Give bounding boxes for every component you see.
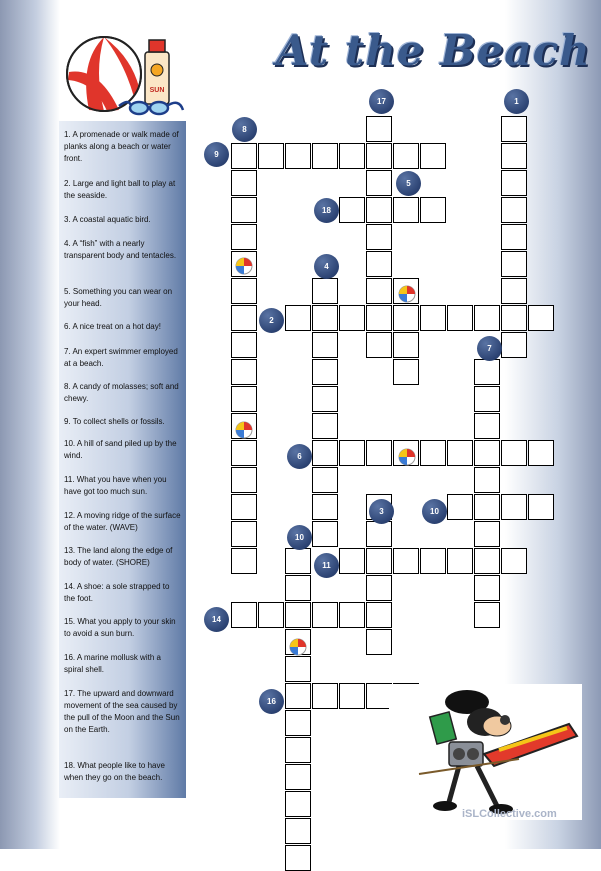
crossword-cell[interactable] bbox=[231, 548, 257, 574]
crossword-cell[interactable] bbox=[312, 494, 338, 520]
beach-ball-icon bbox=[398, 448, 416, 466]
crossword-cell[interactable] bbox=[285, 548, 311, 574]
clue-item: 14. A shoe: a sole strapped to the foot. bbox=[64, 582, 170, 603]
crossword-cell[interactable] bbox=[231, 170, 257, 196]
crossword-cell[interactable] bbox=[339, 197, 365, 223]
clue-item: 9. To collect shells or fossils. bbox=[64, 417, 165, 426]
crossword-cell[interactable] bbox=[285, 656, 311, 682]
crossword-cell[interactable] bbox=[447, 440, 473, 466]
number-badge: 8 bbox=[232, 117, 257, 142]
beach-items-illustration bbox=[59, 22, 186, 120]
sunscreen-bottle-icon bbox=[145, 40, 169, 104]
svg-text:SUN: SUN bbox=[149, 87, 165, 94]
crossword-cell[interactable] bbox=[501, 548, 527, 574]
watermark: iSLCollective.com bbox=[462, 808, 557, 820]
crossword-cell[interactable] bbox=[366, 629, 392, 655]
number-badge: 11 bbox=[314, 553, 339, 578]
clue-item: 6. A nice treat on a hot day! bbox=[64, 322, 161, 331]
crossword-cell[interactable] bbox=[231, 143, 257, 169]
crossword-cell[interactable] bbox=[420, 197, 446, 223]
crossword-cell[interactable] bbox=[339, 683, 365, 709]
number-badge: 10 bbox=[422, 499, 447, 524]
crossword-cell[interactable] bbox=[258, 602, 284, 628]
clue-item: 3. A coastal aquatic bird. bbox=[64, 215, 151, 224]
crossword-cell[interactable] bbox=[366, 224, 392, 250]
clue-item: 5. Something you can wear on your head. bbox=[64, 287, 173, 308]
beach-ball-icon bbox=[235, 421, 253, 439]
crossword-cell[interactable] bbox=[474, 548, 500, 574]
crossword-cell[interactable] bbox=[474, 305, 500, 331]
crossword-cell[interactable] bbox=[312, 413, 338, 439]
crossword-cell[interactable] bbox=[231, 467, 257, 493]
crossword-cell[interactable] bbox=[312, 332, 338, 358]
crossword-cell[interactable] bbox=[501, 251, 527, 277]
crossword-cell[interactable] bbox=[312, 359, 338, 385]
crossword-cell[interactable] bbox=[285, 791, 311, 817]
number-badge: 5 bbox=[396, 171, 421, 196]
clue-item: 13. The land along the edge of body of water. (SHORE) bbox=[64, 546, 173, 567]
crossword-cell[interactable] bbox=[501, 440, 527, 466]
crossword-cell[interactable] bbox=[420, 440, 446, 466]
number-badge: 1 bbox=[504, 89, 529, 114]
crossword-cell[interactable] bbox=[447, 548, 473, 574]
crossword-cell[interactable] bbox=[474, 359, 500, 385]
crossword-cell[interactable] bbox=[285, 764, 311, 790]
number-badge: 10 bbox=[287, 525, 312, 550]
crossword-cell[interactable] bbox=[474, 602, 500, 628]
crossword-cell[interactable] bbox=[447, 305, 473, 331]
clue-item: 17. The upward and downward movement of the sea caused by the pull of the Moon and the Sun on the Earth. bbox=[64, 689, 180, 734]
crossword-cell[interactable] bbox=[528, 440, 554, 466]
crossword-cell[interactable] bbox=[231, 278, 257, 304]
crossword-cell[interactable] bbox=[312, 386, 338, 412]
clue-item: 15. What you apply to your skin to avoid a sun burn. bbox=[64, 617, 176, 638]
crossword-cell[interactable] bbox=[285, 737, 311, 763]
crossword-cell[interactable] bbox=[474, 413, 500, 439]
crossword-cell[interactable] bbox=[366, 278, 392, 304]
crossword-cell[interactable] bbox=[366, 197, 392, 223]
crossword-cell[interactable] bbox=[474, 494, 500, 520]
crossword-cell[interactable] bbox=[285, 602, 311, 628]
crossword-cell[interactable] bbox=[393, 548, 419, 574]
crossword-cell[interactable] bbox=[231, 197, 257, 223]
crossword-cell[interactable] bbox=[285, 683, 311, 709]
number-badge: 4 bbox=[314, 254, 339, 279]
crossword-cell[interactable] bbox=[231, 440, 257, 466]
clue-item: 4. A “fish” with a nearly transparent body and tentacles. bbox=[64, 239, 177, 260]
crossword-cell[interactable] bbox=[366, 575, 392, 601]
goggles-icon bbox=[119, 102, 183, 114]
crossword-cell[interactable] bbox=[258, 143, 284, 169]
crossword-cell[interactable] bbox=[312, 278, 338, 304]
crossword-cell[interactable] bbox=[339, 305, 365, 331]
crossword-cell[interactable] bbox=[231, 359, 257, 385]
crossword-cell[interactable] bbox=[285, 143, 311, 169]
crossword-cell[interactable] bbox=[312, 467, 338, 493]
crossword-cell[interactable] bbox=[366, 251, 392, 277]
number-badge: 9 bbox=[204, 142, 229, 167]
crossword-cell[interactable] bbox=[231, 332, 257, 358]
beach-ball-icon bbox=[289, 638, 307, 656]
crossword-cell[interactable] bbox=[366, 548, 392, 574]
crossword-cell[interactable] bbox=[474, 440, 500, 466]
crossword-cell[interactable] bbox=[447, 494, 473, 520]
crossword-cell[interactable] bbox=[312, 440, 338, 466]
crossword-cell[interactable] bbox=[231, 305, 257, 331]
crossword-cell[interactable] bbox=[366, 602, 392, 628]
crossword-cell[interactable] bbox=[474, 521, 500, 547]
crossword-cell[interactable] bbox=[420, 143, 446, 169]
clue-item: 1. A promenade or walk made of planks along a beach or water front. bbox=[64, 130, 179, 163]
crossword-cell[interactable] bbox=[285, 710, 311, 736]
crossword-cell[interactable] bbox=[501, 116, 527, 142]
crossword-cell[interactable] bbox=[393, 332, 419, 358]
number-badge: 14 bbox=[204, 607, 229, 632]
crossword-cell[interactable] bbox=[285, 575, 311, 601]
beach-ball-icon bbox=[398, 285, 416, 303]
crossword-cell[interactable] bbox=[420, 305, 446, 331]
crossword-cell[interactable] bbox=[501, 224, 527, 250]
number-badge: 2 bbox=[259, 308, 284, 333]
number-badge: 7 bbox=[477, 336, 502, 361]
number-badge: 3 bbox=[369, 499, 394, 524]
left-background-gradient bbox=[0, 0, 60, 849]
crossword-cell[interactable] bbox=[393, 359, 419, 385]
crossword-cell[interactable] bbox=[474, 386, 500, 412]
crossword-cell[interactable] bbox=[339, 602, 365, 628]
crossword-cell[interactable] bbox=[474, 575, 500, 601]
crossword-cell[interactable] bbox=[366, 332, 392, 358]
crossword-cell[interactable] bbox=[393, 197, 419, 223]
crossword-cell[interactable] bbox=[528, 494, 554, 520]
cartoon-dog-illustration bbox=[389, 684, 582, 820]
crossword-cell[interactable] bbox=[393, 305, 419, 331]
crossword-cell[interactable] bbox=[501, 278, 527, 304]
crossword-cell[interactable] bbox=[366, 305, 392, 331]
clue-item: 11. What you have when you have got too much sun. bbox=[64, 475, 167, 496]
crossword-cell[interactable] bbox=[366, 170, 392, 196]
crossword-cell[interactable] bbox=[528, 305, 554, 331]
crossword-cell[interactable] bbox=[366, 116, 392, 142]
clue-item: 12. A moving ridge of the surface of the water. (WAVE) bbox=[64, 511, 181, 532]
crossword-cell[interactable] bbox=[312, 602, 338, 628]
crossword-cell[interactable] bbox=[501, 494, 527, 520]
number-badge: 18 bbox=[314, 198, 339, 223]
page-title: At the Beach bbox=[276, 26, 591, 75]
crossword-cell[interactable] bbox=[366, 440, 392, 466]
number-badge: 16 bbox=[259, 689, 284, 714]
clue-item: 16. A marine mollusk with a spiral shell. bbox=[64, 653, 161, 674]
number-badge: 6 bbox=[287, 444, 312, 469]
crossword-cell[interactable] bbox=[312, 521, 338, 547]
crossword-cell[interactable] bbox=[285, 818, 311, 844]
crossword-cell[interactable] bbox=[312, 683, 338, 709]
clue-item: 7. An expert swimmer employed at a beach. bbox=[64, 347, 178, 368]
crossword-cell[interactable] bbox=[474, 467, 500, 493]
crossword-cell[interactable] bbox=[501, 197, 527, 223]
crossword-cell[interactable] bbox=[420, 548, 446, 574]
crossword-cell[interactable] bbox=[231, 602, 257, 628]
crossword-cell[interactable] bbox=[501, 305, 527, 331]
crossword-cell[interactable] bbox=[501, 332, 527, 358]
crossword-cell[interactable] bbox=[501, 170, 527, 196]
crossword-cell[interactable] bbox=[366, 521, 392, 547]
beach-ball-icon bbox=[67, 37, 141, 111]
clue-item: 8. A candy of molasses; soft and chewy. bbox=[64, 382, 179, 403]
number-badge: 17 bbox=[369, 89, 394, 114]
crossword-cell[interactable] bbox=[231, 224, 257, 250]
crossword-cell[interactable] bbox=[285, 305, 311, 331]
crossword-cell[interactable] bbox=[231, 521, 257, 547]
clue-item: 10. A hill of sand piled up by the wind. bbox=[64, 439, 177, 460]
crossword-cell[interactable] bbox=[393, 143, 419, 169]
crossword-cell[interactable] bbox=[339, 440, 365, 466]
clue-item: 18. What people like to have when they go on the beach. bbox=[64, 761, 165, 782]
crossword-cell[interactable] bbox=[312, 143, 338, 169]
crossword-cell[interactable] bbox=[312, 305, 338, 331]
crossword-cell[interactable] bbox=[366, 143, 392, 169]
beach-ball-icon bbox=[235, 257, 253, 275]
crossword-cell[interactable] bbox=[231, 386, 257, 412]
crossword-cell[interactable] bbox=[339, 548, 365, 574]
crossword-cell[interactable] bbox=[501, 143, 527, 169]
crossword-cell[interactable] bbox=[231, 494, 257, 520]
crossword-cell[interactable] bbox=[339, 143, 365, 169]
clue-item: 2. Large and light ball to play at the seaside. bbox=[64, 179, 176, 200]
